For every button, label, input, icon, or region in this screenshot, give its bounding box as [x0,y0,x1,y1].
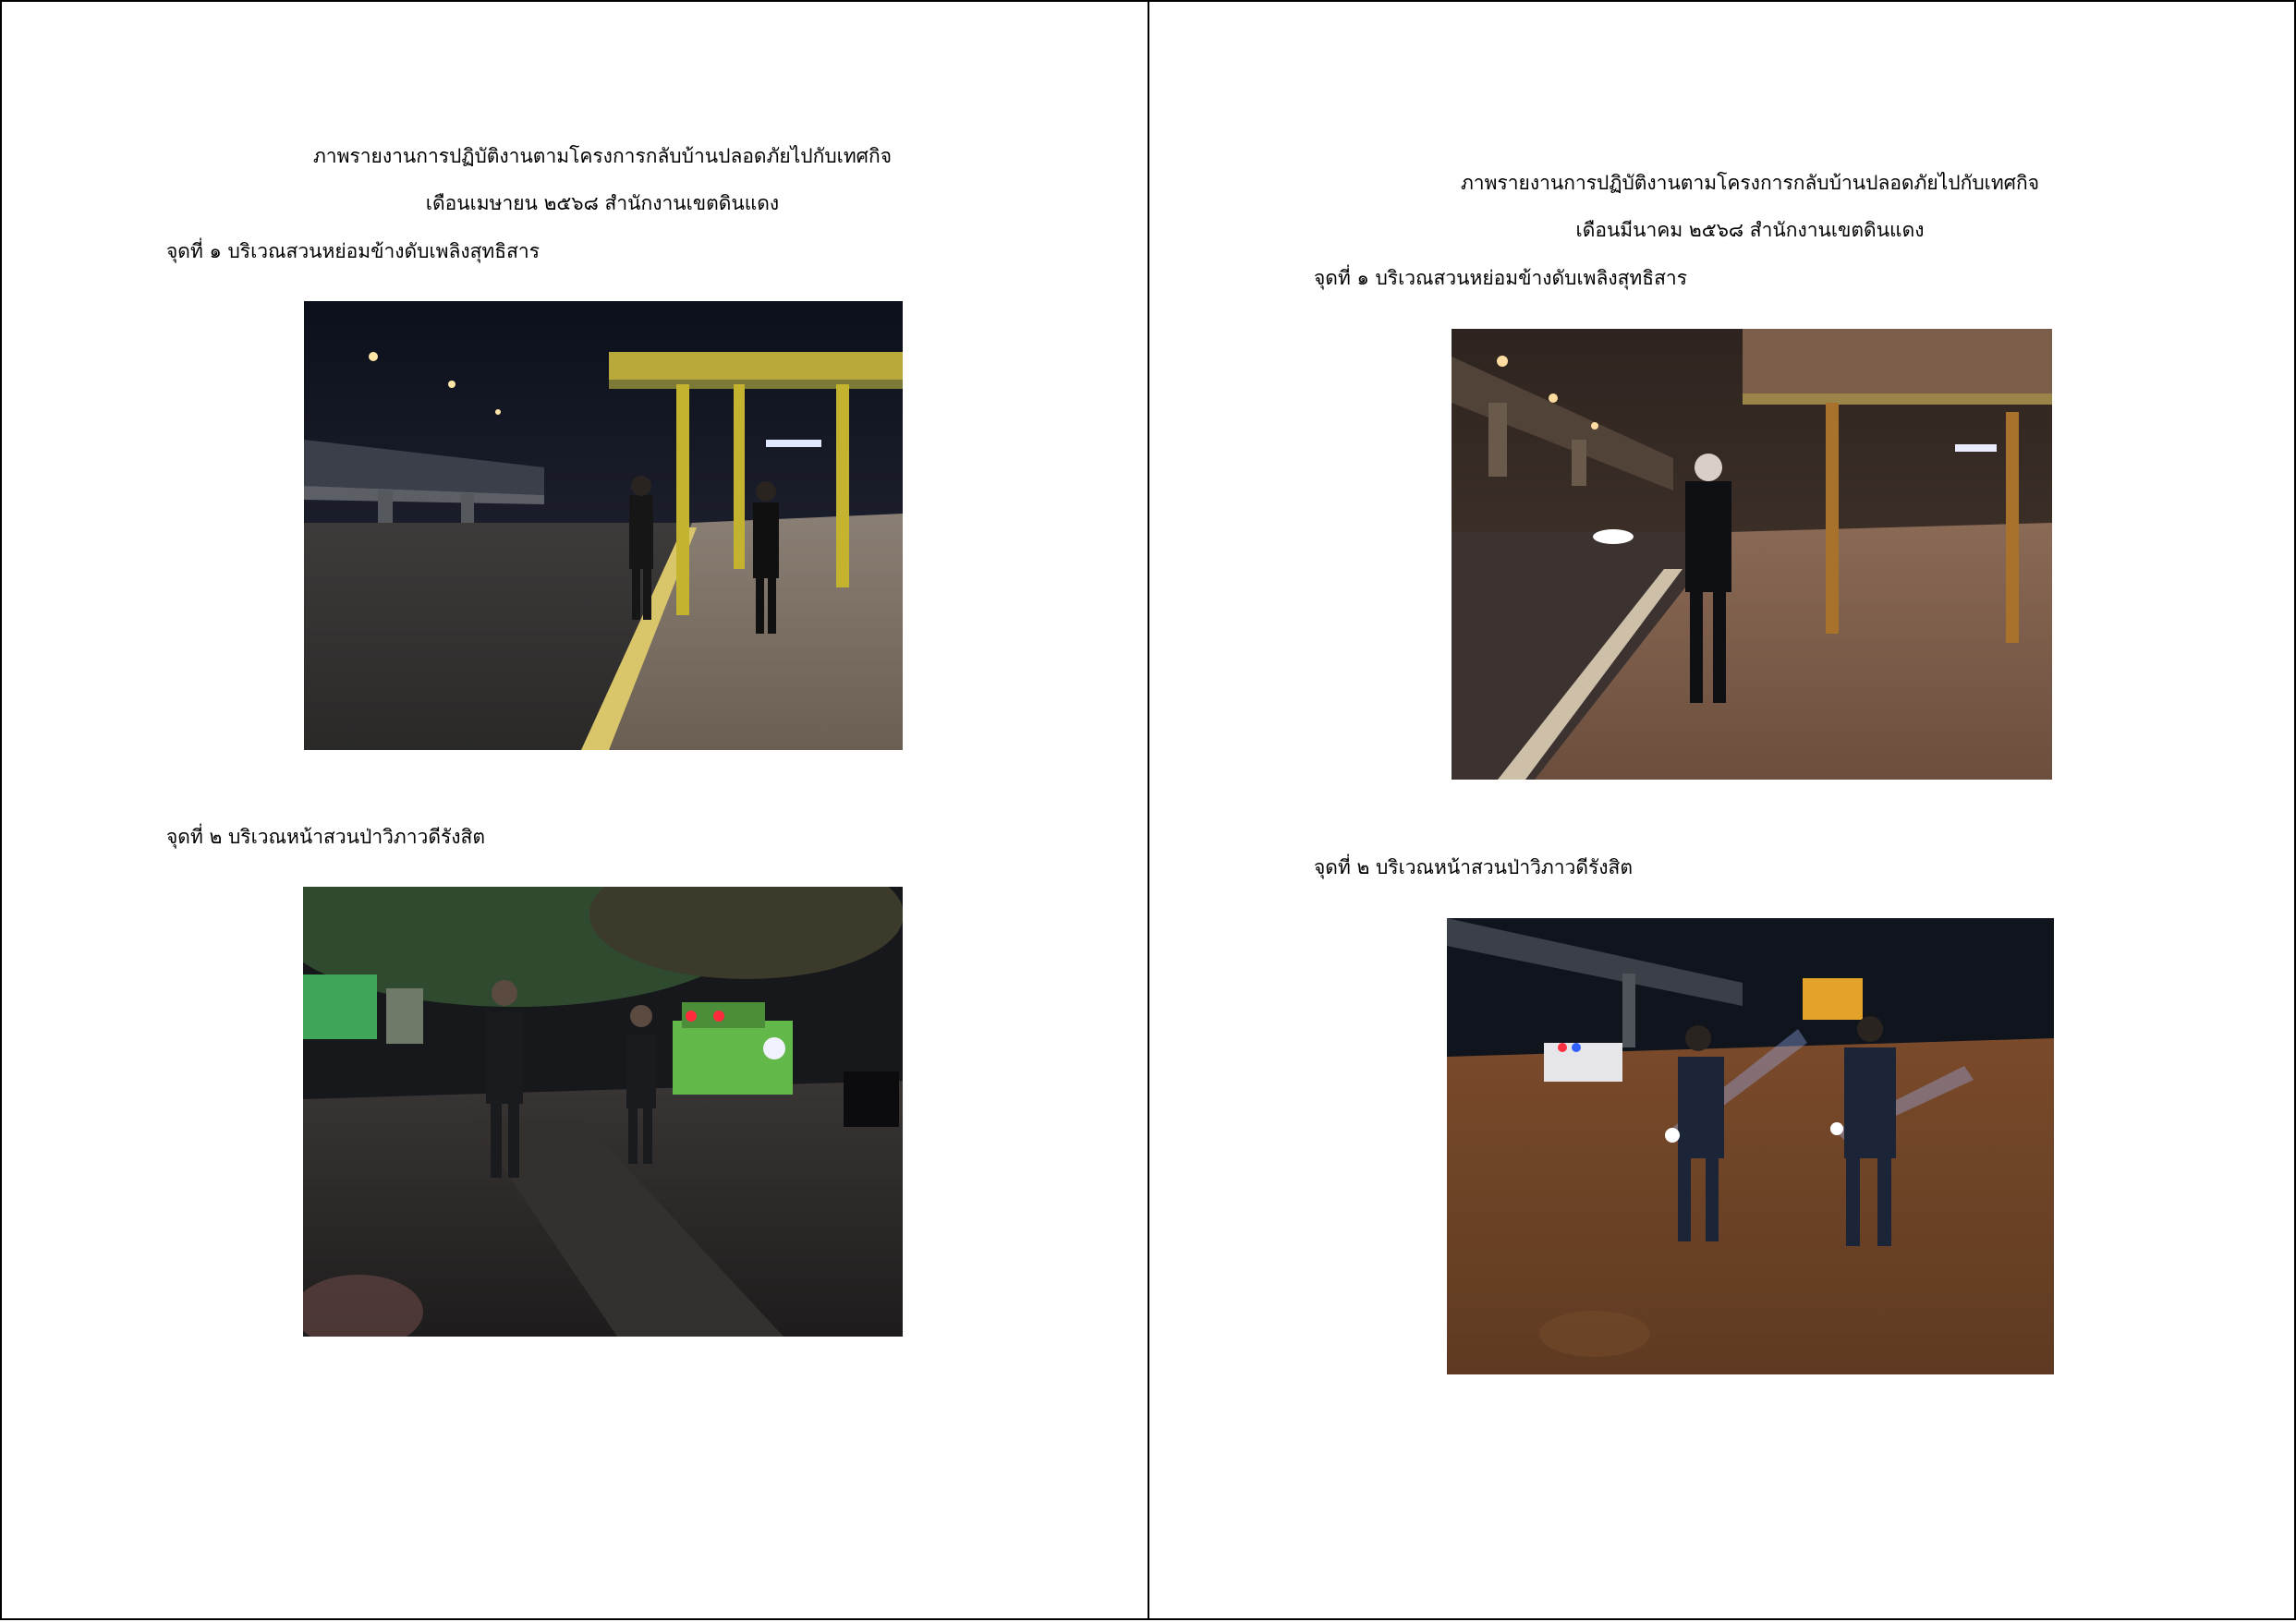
point-1-photo [1452,329,2052,780]
point-2-photo [1447,918,2054,1374]
night-street-patrol-truck-image [303,887,903,1337]
point-1-photo [304,301,903,750]
page-title: ภาพรายงานการปฏิบัติงานตามโครงการกลับบ้านปลอดภัยไปกับเทศกิจ [312,145,893,167]
night-sidewalk-bus-shelter-image [304,301,903,750]
point-2-label: จุดที่ ๒ บริเวณหน้าสวนป่าวิภาวดีรังสิต [1314,856,1633,878]
page-subtitle: เดือนมีนาคม ๒๕๖๘ สำนักงานเขตดินแดง [1575,219,1925,241]
page-title: ภาพรายงานการปฏิบัติงานตามโครงการกลับบ้านปลอดภัยไปกับเทศกิจ [1460,172,2040,194]
page-subtitle: เดือนเมษายน ๒๕๖๘ สำนักงานเขตดินแดง [425,192,780,214]
report-page-march [1148,0,2296,1620]
night-sidewalk-shelter-image [1452,329,2052,780]
point-1-label: จุดที่ ๑ บริเวณสวนหย่อมข้างดับเพลิงสุทธิสาร [1314,267,1687,289]
night-plaza-flashlights-image [1447,918,2054,1374]
point-1-label: จุดที่ ๑ บริเวณสวนหย่อมข้างดับเพลิงสุทธิสาร [166,240,540,262]
report-page-april [0,0,1149,1620]
point-2-photo [303,887,903,1337]
point-2-label: จุดที่ ๒ บริเวณหน้าสวนป่าวิภาวดีรังสิต [166,826,485,848]
